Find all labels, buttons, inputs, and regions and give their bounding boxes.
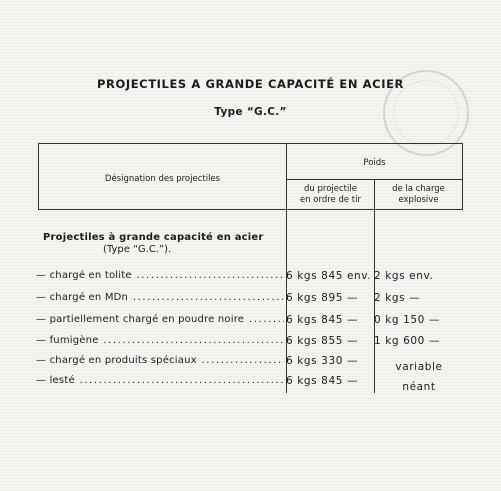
projectile-weight-header bbox=[287, 184, 374, 206]
row-label: — chargé en produits spéciaux ..... bbox=[36, 355, 284, 366]
charge-weight-header bbox=[375, 184, 462, 206]
table-border-top bbox=[38, 143, 463, 144]
table-header-rule bbox=[38, 209, 463, 210]
designation-header: Désignation des projectiles bbox=[104, 174, 221, 184]
row-projectile-weight: 6 kgs 330 — bbox=[286, 355, 359, 367]
page-subtitle: Type “G.C.” bbox=[214, 106, 287, 118]
row-projectile-weight: 6 kgs 855 — bbox=[286, 335, 359, 347]
row-projectile-weight: 6 kgs 845 — bbox=[286, 375, 359, 387]
table-border-right bbox=[462, 143, 463, 209]
group-heading: Projectiles à grande capacité en acier bbox=[43, 232, 264, 243]
row-charge-weight: 2 kgs env. bbox=[374, 270, 434, 282]
page-title: PROJECTILES A GRANDE CAPACITÉ EN ACIER bbox=[96, 77, 404, 91]
row-projectile-weight: 6 kgs 895 — bbox=[286, 292, 359, 304]
row-label: — chargé en tolite ..... bbox=[36, 270, 284, 281]
row-label: — lesté ..... bbox=[36, 375, 284, 386]
charge-weight-header-line1: de la charge bbox=[392, 184, 445, 194]
row-charge-weight: 0 kg 150 — bbox=[374, 314, 440, 326]
row-projectile-weight: 6 kgs 845 — bbox=[286, 314, 359, 326]
charge-weight-header-line2: explosive bbox=[398, 195, 439, 205]
poids-header: Poids bbox=[363, 158, 386, 168]
row-charge-weight: 1 kg 600 — bbox=[374, 335, 440, 347]
projectile-weight-header-line1: du projectile bbox=[304, 184, 357, 194]
row-charge-weight: néant bbox=[402, 381, 436, 393]
row-label: — fumigène ..... bbox=[36, 335, 284, 346]
projectile-weight-header-line2: en ordre de tir bbox=[299, 195, 361, 205]
row-charge-weight: variable bbox=[395, 361, 443, 373]
row-projectile-weight: 6 kgs 845 env. bbox=[286, 270, 372, 282]
row-charge-weight: 2 kgs — bbox=[374, 292, 421, 304]
poids-subheader-rule bbox=[286, 179, 463, 180]
row-label: — partiellement chargé en poudre noire ..... bbox=[36, 314, 284, 325]
row-label: — chargé en MDn ..... bbox=[36, 292, 284, 303]
group-type: (Type “G.C.”). bbox=[103, 244, 172, 255]
